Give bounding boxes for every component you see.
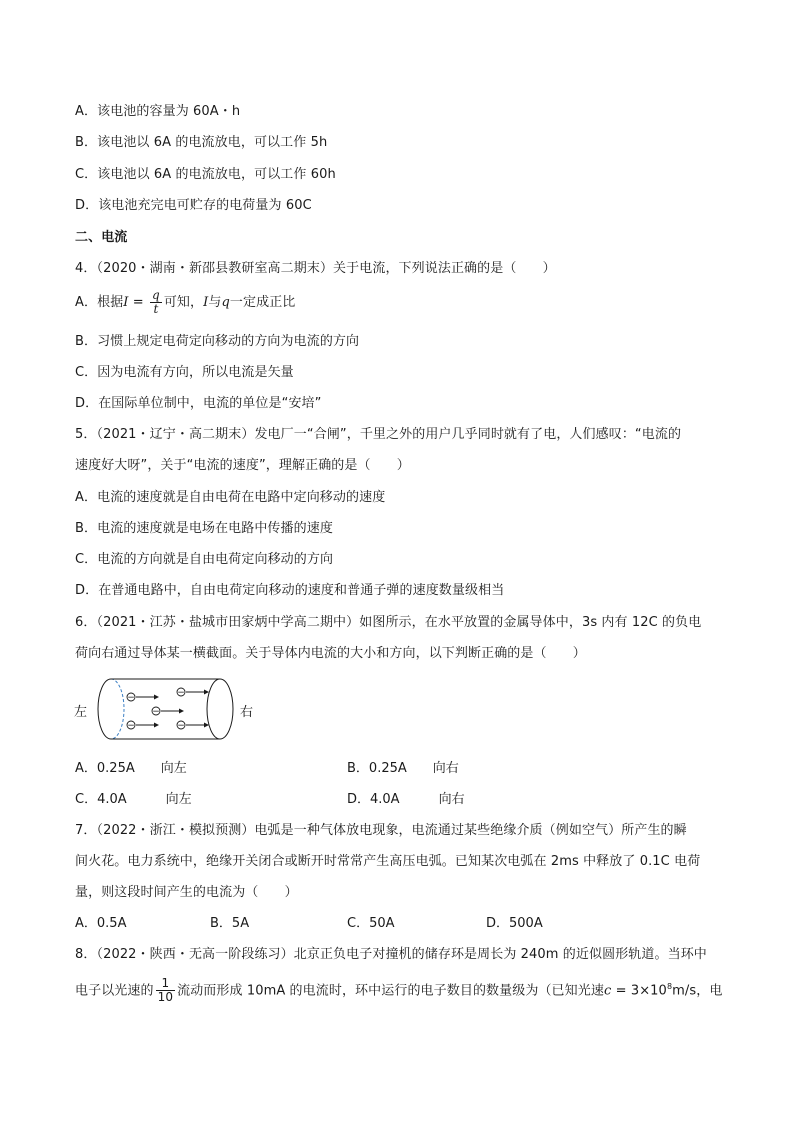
q5-stem-line2: 速度好大呀”，关于“电流的速度”，理解正确的是（ ） — [75, 458, 410, 473]
cylinder-cross-section-dashed — [111, 679, 124, 739]
q8-fraction — [156, 977, 175, 1004]
q3-option-d: D．该电池充完电可贮存的电荷量为 60C — [75, 198, 312, 213]
q4-a-frac-den: t — [153, 302, 159, 316]
q4-a-mid: 可知， — [163, 295, 204, 310]
q7-stem-line3: 量，则这段时间产生的电流为（ ） — [75, 885, 298, 900]
q6-option-b: B．0.25A 向右 — [347, 761, 459, 776]
q6-stem-line2: 荷向右通过导体某一横截面。关于导体内电流的大小和方向，以下判断正确的是（ ） — [75, 646, 586, 661]
electron-1 — [127, 693, 159, 703]
q8-line2-mid: 流动而形成 10mA 的电流时，环中运行的电子数目的数量级为（已知光速 — [177, 983, 604, 999]
q6-option-c: C．4.0A 向左 — [75, 792, 192, 807]
svg-text:−: − — [177, 688, 185, 698]
q6-option-a: A．0.25A 向左 — [75, 761, 187, 776]
electron-3 — [152, 707, 184, 717]
figure-label-left: 左 — [74, 705, 88, 720]
q4-a-var-i: I — [203, 295, 209, 310]
q4-a-formula-lhs: I — [123, 295, 129, 310]
q8-line2-unit: m/s，电 — [672, 983, 723, 999]
cylinder-left-end-solid — [98, 679, 111, 739]
q4-option-c: C．因为电流有方向，所以电流是矢量 — [75, 365, 294, 380]
q3-option-c: C．该电池以 6A 的电流放电，可以工作 60h — [75, 167, 336, 182]
q4-option-b: B．习惯上规定电荷定向移动的方向为电流的方向 — [75, 334, 360, 349]
q5-option-b: B．电流的速度就是电场在电路中传播的速度 — [75, 521, 333, 536]
q4-a-frac-num: q — [152, 288, 160, 302]
q4-option-d: D．在国际单位制中，电流的单位是“安培” — [75, 396, 322, 411]
q8-stem-line1: 8．（2022・陕西・无高一阶段练习）北京正负电子对撞机的储存环是周长为 240m 的近似圆形轨道。当环中 — [75, 947, 707, 962]
q8-frac-den: 10 — [157, 990, 174, 1005]
q4-stem: 4．（2020・湖南・新邵县教研室高二期末）关于电流，下列说法正确的是（ ） — [75, 261, 556, 276]
q8-exponent: 8 — [666, 982, 673, 991]
q5-option-c: C．电流的方向就是自由电荷定向移动的方向 — [75, 552, 334, 567]
q7-option-a: A．0.5A — [75, 916, 127, 931]
q5-stem-line1: 5．（2021・辽宁・高二期末）发电厂一“合闸”，千里之外的用户几乎同时就有了电，人们感叹：“电流的 — [75, 427, 682, 442]
q7-option-d: D．500A — [486, 916, 543, 931]
q8-frac-num: 1 — [156, 977, 175, 991]
q4-a-suffix: 一定成正比 — [229, 295, 296, 310]
svg-text:−: − — [127, 721, 135, 731]
electron-2 — [177, 688, 209, 698]
q7-option-c: C．50A — [347, 916, 395, 931]
q6-stem-line1: 6．（2021・江苏・盐城市田家炳中学高二期中）如图所示，在水平放置的金属导体中，3s 内有 12C 的负电 — [75, 615, 702, 630]
q8-line2-eq: = 3×10 — [611, 983, 667, 999]
q8-line2-prefix: 电子以光速的 — [75, 983, 154, 999]
svg-text:−: − — [152, 707, 160, 717]
section-title: 二、电流 — [75, 230, 128, 245]
q4-a-fraction — [150, 289, 162, 316]
conductor-figure — [70, 672, 270, 752]
svg-text:−: − — [177, 721, 185, 731]
electron-4 — [127, 721, 159, 731]
figure-label-right: 右 — [240, 705, 254, 720]
q4-a-mid2: 与 — [208, 295, 222, 310]
q4-a-var-q: q — [221, 295, 230, 310]
q3-option-a: A．该电池的容量为 60A・h — [75, 104, 241, 119]
q4-option-a — [75, 289, 295, 316]
q7-stem-line2: 间火花。电力系统中，绝缘开关闭合或断开时常常产生高压电弧。已知某次电弧在 2ms 中释放了 0.1C 电荷 — [75, 854, 701, 869]
q6-option-d: D．4.0A 向右 — [347, 792, 465, 807]
electron-5 — [177, 721, 209, 731]
q3-option-b: B．该电池以 6A 的电流放电，可以工作 5h — [75, 135, 328, 150]
q8-var-c: c — [603, 983, 612, 999]
q5-option-d: D．在普通电路中，自由电荷定向移动的速度和普通子弹的速度数量级相当 — [75, 583, 505, 598]
q7-stem-line1: 7．（2022・浙江・模拟预测）电弧是一种气体放电现象，电流通过某些绝缘介质（例如空气）所产生的瞬 — [75, 823, 687, 838]
q5-option-a: A．电流的速度就是自由电荷在电路中定向移动的速度 — [75, 490, 386, 505]
cylinder-right-end — [207, 679, 233, 739]
q8-stem-line2 — [75, 973, 722, 1005]
svg-text:−: − — [127, 693, 135, 703]
q4-a-prefix: A．根据 — [75, 295, 124, 310]
q4-a-formula-eq: = — [128, 295, 149, 310]
q7-option-b: B．5A — [210, 916, 250, 931]
